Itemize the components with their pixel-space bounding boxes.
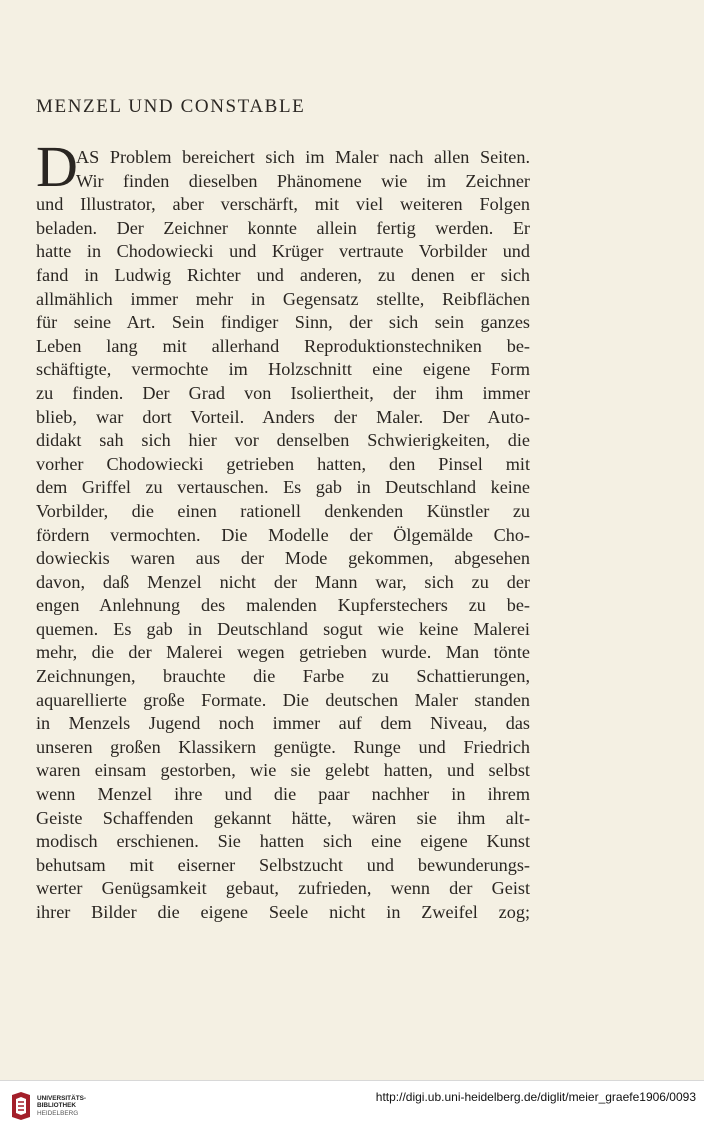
text-line: wenn Menzel ihre und die paar nachher in ihrem: [36, 784, 530, 805]
logo-line-3: HEIDELBERG: [37, 1109, 79, 1117]
library-logo-icon: [10, 1091, 32, 1121]
text-line: Vorbilder, die einen rationell denkenden Künstler zu: [36, 500, 530, 521]
text-line: waren einsam gestorben, wie sie gelebt hatten, und selbst: [36, 760, 530, 781]
footer-bar: [0, 1080, 704, 1133]
text-line: Leben lang mit allerhand Reproduktionstechniken be-: [36, 335, 530, 356]
text-line: und Illustrator, aber verschärft, mit viel weiteren Folgen: [36, 194, 530, 215]
source-url-link[interactable]: http://digi.ub.uni-heidelberg.de/diglit/meier_graefe1906/0093: [375, 1090, 696, 1104]
text-line: blieb, war dort Vorteil. Anders der Maler. Der Auto-: [36, 406, 530, 427]
text-line: allmählich immer mehr in Gegensatz stellte, Reibflächen: [36, 288, 530, 309]
chapter-heading: MENZEL UND CONSTABLE: [36, 96, 306, 117]
text-line: schäftigte, vermochte im Holzschnitt eine eigene Form: [36, 359, 530, 380]
text-line: zu finden. Der Grad von Isoliertheit, der ihm immer: [36, 382, 530, 403]
text-line: dowieckis waren aus der Mode gekommen, abgesehen: [36, 548, 530, 569]
library-logo[interactable]: [10, 1091, 90, 1125]
text-line: mehr, die der Malerei wegen getrieben wurde. Man tönte: [36, 642, 530, 663]
text-line: für seine Art. Sein findiger Sinn, der sich sein ganzes: [36, 312, 530, 333]
text-line: vorher Chodowiecki getrieben hatten, den Pinsel mit: [36, 453, 530, 474]
body-text: [36, 146, 530, 925]
text-line: AS Problem bereichert sich im Maler nach allen Seiten.: [76, 147, 530, 167]
library-logo-text: [37, 1095, 86, 1117]
text-line: engen Anlehnung des malenden Kupferstechers zu be-: [36, 595, 530, 616]
text-line: Wir finden dieselben Phänomene wie im Zeichner: [76, 170, 530, 191]
text-line: modisch erschienen. Sie hatten sich eine eigene Kunst: [36, 831, 530, 852]
text-line: werter Genügsamkeit gebaut, zufrieden, wenn der Geist: [36, 878, 530, 899]
text-line: unseren großen Klassikern genügte. Runge und Friedrich: [36, 736, 530, 757]
text-line: ihrer Bilder die eigene Seele nicht in Zweifel zog;: [36, 902, 530, 922]
text-line: Zeichnungen, brauchte die Farbe zu Schattierungen,: [36, 666, 530, 687]
text-line: quemen. Es gab in Deutschland sogut wie keine Malerei: [36, 618, 530, 639]
text-line: Geiste Schaffenden gekannt hätte, wären sie ihm alt-: [36, 807, 530, 828]
text-line: fördern vermochten. Die Modelle der Ölgemälde Cho-: [36, 524, 530, 545]
text-line: hatte in Chodowiecki und Krüger vertraute Vorbilder und: [36, 241, 530, 262]
text-line: behutsam mit eiserner Selbstzucht und bewunderungs-: [36, 854, 530, 875]
logo-line-1: UNIVERSITÄTS-: [37, 1095, 86, 1102]
text-line: davon, daß Menzel nicht der Mann war, sich zu der: [36, 571, 530, 592]
text-line: beladen. Der Zeichner konnte allein fertig werden. Er: [36, 217, 530, 238]
logo-line-2: BIBLIOTHEK: [37, 1102, 77, 1110]
text-line: in Menzels Jugend noch immer auf dem Niveau, das: [36, 713, 530, 734]
drop-cap: D: [36, 134, 78, 199]
text-line: fand in Ludwig Richter und anderen, zu denen er sich: [36, 264, 530, 285]
text-line: didakt sah sich hier vor denselben Schwierigkeiten, die: [36, 430, 530, 451]
text-line: dem Griffel zu vertauschen. Es gab in Deutschland keine: [36, 477, 530, 498]
text-line: aquarellierte große Formate. Die deutschen Maler standen: [36, 689, 530, 710]
